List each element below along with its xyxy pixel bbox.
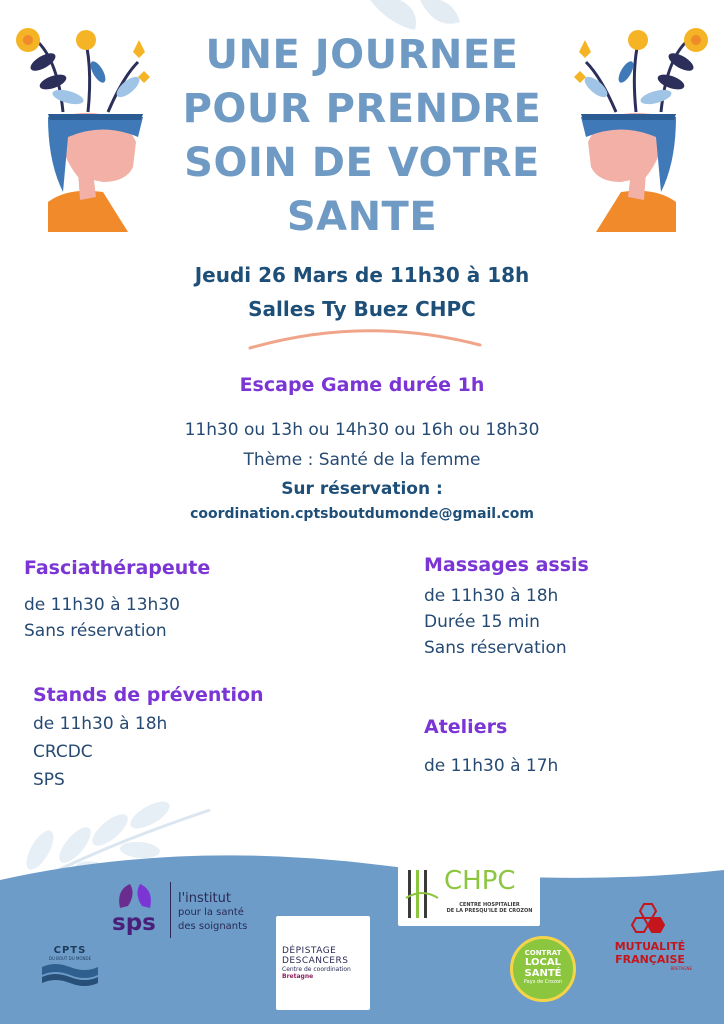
- sps-text: [178, 892, 247, 934]
- sps-hands-icon: [114, 880, 156, 910]
- chpc-columns-icon: [404, 868, 440, 920]
- title-line: POUR PRENDRE: [182, 86, 542, 132]
- cpts-logo-sub: DU BOUT DU MONDE: [48, 956, 92, 961]
- stands-line: SPS: [33, 770, 65, 790]
- fascia-line: Sans réservation: [24, 621, 167, 641]
- contrat-line: CONTRAT: [524, 949, 562, 957]
- massages-section: [424, 554, 589, 658]
- contrat-line: SANTÉ: [524, 968, 562, 979]
- chpc-logo: [398, 862, 540, 926]
- ateliers-line: de 11h30 à 17h: [424, 756, 559, 776]
- fascia-section: [24, 557, 210, 641]
- title-line: UNE JOURNEE: [205, 32, 519, 78]
- reservation-email[interactable]: coordination.cptsboutdumonde@gmail.com: [190, 506, 534, 522]
- depistage-line: DESCANCERS: [282, 956, 349, 966]
- depistage-line: Bretagne: [282, 973, 314, 980]
- mutualite-logo: [600, 902, 700, 971]
- sps-text-line: l'institut: [178, 891, 231, 906]
- sps-mark: sps: [112, 910, 156, 936]
- contrat-line: LOCAL: [525, 957, 561, 968]
- chpc-sub: [442, 902, 537, 914]
- sps-text-line: des soignants: [178, 921, 248, 932]
- fascia-line: de 11h30 à 13h30: [24, 595, 180, 615]
- escape-game-theme: Thème : Santé de la femme: [243, 450, 481, 470]
- mutualite-line: MUTUALITÉ: [614, 940, 686, 953]
- sps-text-line: pour la santé: [178, 907, 244, 918]
- cpts-logo: [38, 945, 102, 993]
- massages-line: Sans réservation: [424, 638, 567, 658]
- contrat-line: Pays de Crozon: [523, 979, 563, 985]
- cpts-wave-icon: [40, 961, 100, 989]
- stands-section: [33, 684, 264, 790]
- cpts-logo-name: CPTS: [53, 945, 87, 956]
- stands-line: CRCDC: [33, 742, 93, 762]
- massages-line: de 11h30 à 18h: [424, 586, 559, 606]
- ateliers-section: [424, 716, 558, 776]
- sps-logo: [112, 880, 262, 950]
- depistage-line: DÉPISTAGE: [282, 946, 337, 956]
- depistage-line: Centre de coordination: [282, 966, 351, 973]
- chpc-sub-line: CENTRE HOSPITALIER: [459, 902, 520, 908]
- title-line: SANTE: [286, 194, 438, 240]
- stands-title: Stands de prévention: [33, 684, 264, 706]
- chpc-name: CHPC: [444, 866, 516, 896]
- ateliers-title: Ateliers: [424, 716, 508, 738]
- event-info: [0, 258, 724, 326]
- decorative-swoosh: [245, 320, 485, 360]
- event-location: Salles Ty Buez CHPC: [248, 297, 476, 321]
- chpc-sub-line: DE LA PRESQU'ILE DE CROZON: [446, 908, 533, 914]
- mutualite-line: BRETAGNE: [670, 966, 692, 971]
- fascia-title: Fasciathérapeute: [24, 557, 211, 579]
- title-line: SOIN DE VOTRE: [184, 140, 540, 186]
- massages-line: Durée 15 min: [424, 612, 540, 632]
- mutualite-hexagons-icon: [628, 902, 672, 936]
- reservation-label: Sur réservation :: [281, 479, 443, 499]
- event-date-time: Jeudi 26 Mars de 11h30 à 18h: [194, 263, 530, 287]
- massages-title: Massages assis: [424, 554, 589, 576]
- stands-line: de 11h30 à 18h: [33, 714, 168, 734]
- page-title: [0, 28, 724, 244]
- escape-game-title: Escape Game durée 1h: [239, 374, 485, 396]
- contrat-local-sante-logo: [510, 936, 576, 1002]
- depistage-logo: [276, 916, 370, 1010]
- mutualite-line: FRANÇAISE: [615, 953, 685, 966]
- escape-game-times: 11h30 ou 13h ou 14h30 ou 16h ou 18h30: [184, 420, 540, 440]
